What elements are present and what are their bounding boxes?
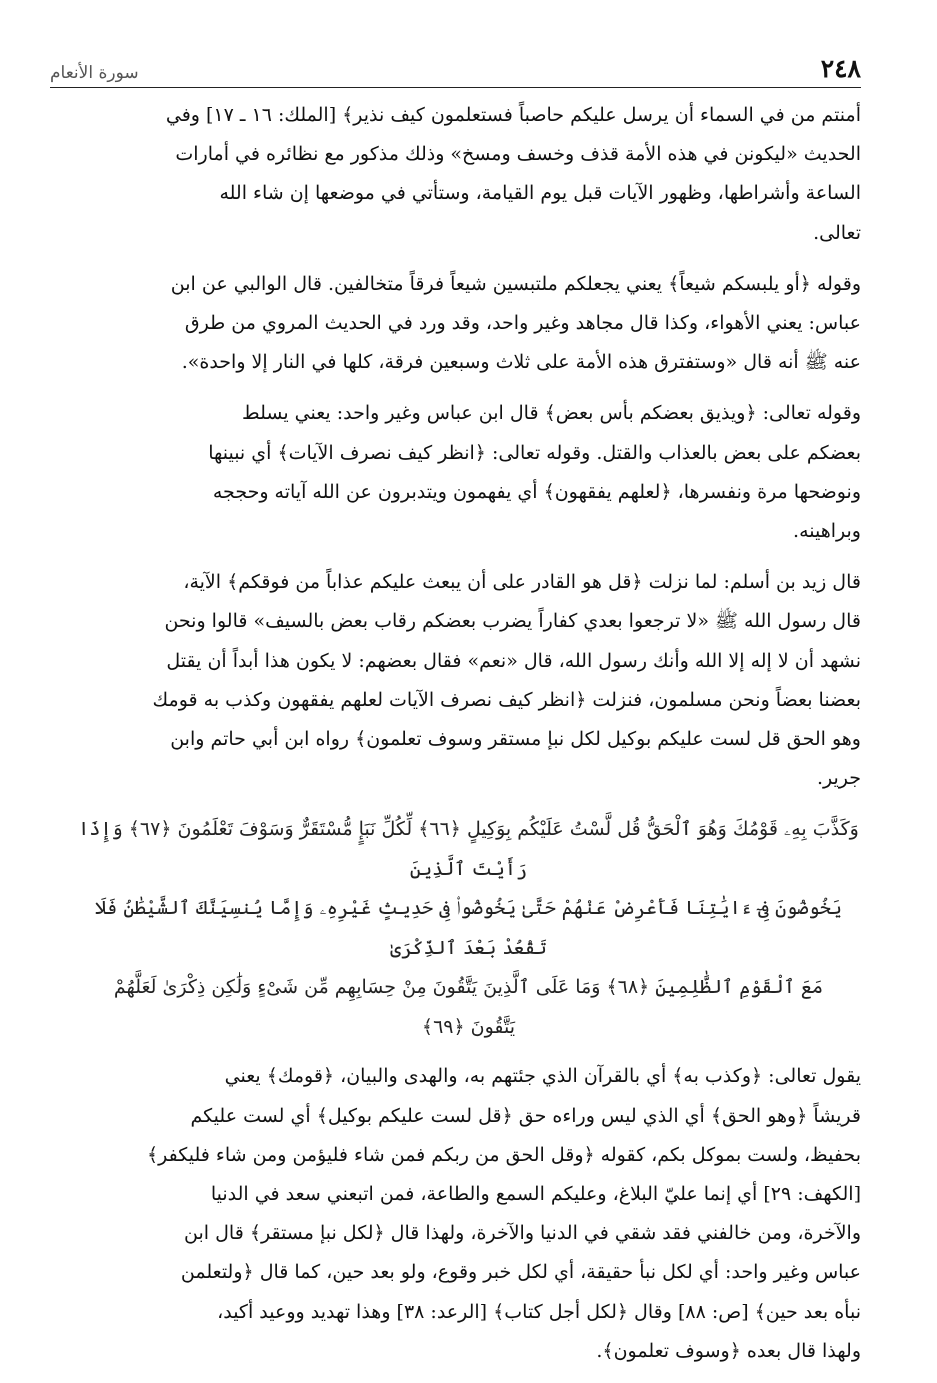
page-header (50, 52, 861, 88)
text-line: نشهد أن لا إله إلا الله وأنك رسول الله، قال «نعم» فقال بعضهم: لا يكون هذا أبداً أن يقتل (166, 649, 861, 672)
text-line: وهو الحق قل لست عليكم بوكيل لكل نبإ مستقر وسوف تعلمون﴾ رواه ابن أبي حاتم وابن (170, 728, 861, 751)
text-line: عباس وغير واحد: أي لكل نبأ حقيقة، أي لكل خبر وقوع، ولو بعد حين، كما قال ﴿ولتعلمن (180, 1261, 861, 1284)
verse-line: يَخُوضُونَ فِىٓ ءَايَٰتِنَا فَأَعْرِضْ عَنْهُمْ حَتَّىٰ يَخُوضُوا۟ فِى حَدِيثٍ غَيْرِهِۦ وَإِمَّا يُنسِيَنَّكَ ٱلشَّيْطَٰنُ فَلَا تَقْعُدْ بَعْدَ ٱلذِّكْرَىٰ (95, 897, 842, 959)
text-line: وقوله ﴿أو يلبسكم شيعاً﴾ يعني يجعلكم ملتبسين شيعاً فرقاً متخالفين. قال الوالبي عن ابن (170, 272, 861, 295)
text-line: بعضكم على بعض بالعذاب والقتل. وقوله تعالى: ﴿انظر كيف نصرف الآيات﴾ أي نبينها (208, 441, 861, 464)
text-line: نبأه بعد حين﴾ [ص: ٨٨] وقال ﴿لكل أجل كتاب﴾ [الرعد: ٣٨] وهذا تهديد ووعيد أكيد، (217, 1300, 861, 1323)
running-title: سورة الأنعام (50, 63, 139, 83)
paragraph (76, 265, 861, 383)
paragraph (76, 1057, 861, 1371)
paragraph (76, 563, 861, 798)
text-line: ونوضحها مرة ونفسرها، ﴿لعلهم يفقهون﴾ أي يفهمون ويتدبرون عن الله آياته وحججه (212, 480, 861, 503)
text-line: وقوله تعالى: ﴿ويذيق بعضكم بأس بعض﴾ قال ابن عباس وغير واحد: يعني يسلط (242, 402, 861, 425)
text-line: تعالى. (813, 221, 861, 244)
text-line: [الكهف: ٢٩] أي إنما عليّ البلاغ، وعليكم السمع والطاعة، فمن اتبعني سعد في الدنيا (210, 1183, 861, 1206)
text-line: عنه ﷺ أنه قال «وستفترق هذه الأمة على ثلاث وسبعين فرقة، كلها في النار إلا واحدة». (181, 351, 861, 374)
text-line: وبراهينه. (793, 520, 861, 543)
text-line: ولهذا قال بعده ﴿وسوف تعلمون﴾. (596, 1339, 861, 1362)
verse-line: مَعَ ٱلْقَوْمِ ٱلظَّٰلِمِينَ ﴿٦٨﴾ وَمَا عَلَى ٱلَّذِينَ يَتَّقُونَ مِنْ حِسَابِهِم مِّن شَىْءٍ وَلَٰكِن ذِكْرَىٰ لَعَلَّهُمْ (113, 976, 824, 999)
text-line: يقول تعالى: ﴿وكذب به﴾ أي بالقرآن الذي جئتهم به، والهدى والبيان، ﴿قومك﴾ يعني (224, 1065, 861, 1088)
text-line: بعضنا بعضاً ونحن مسلمون، فنزلت ﴿انظر كيف نصرف الآيات لعلهم يفقهون وكذب به قومك (152, 688, 861, 711)
text-line: بحفيظ، ولست بموكل بكم، كقوله ﴿وقل الحق من ربكم فمن شاء فليؤمن ومن شاء فليكفر﴾ (147, 1143, 861, 1166)
text-line: عباس: يعني الأهواء، وكذا قال مجاهد وغير واحد، وقد ورد في الحديث المروي من طرق (184, 312, 861, 335)
text-line: الحديث «ليكونن في هذه الأمة قذف وخسف ومسخ» وذلك مذكور مع نظائره في أمارات (175, 143, 861, 166)
text-line: جرير. (816, 767, 861, 790)
page-number: ٢٤٨ (820, 54, 861, 83)
text-line: قال رسول الله ﷺ «لا ترجعوا بعدي كفاراً يضرب بعضكم رقاب بعض بالسيف» قالوا ونحن (164, 610, 861, 633)
text-line: قريشاً ﴿وهو الحق﴾ أي الذي ليس وراءه حق ﴿قل لست عليكم بوكيل﴾ أي لست عليكم (190, 1104, 861, 1127)
verse-line: يَتَّقُونَ ﴿٦٩﴾ (421, 1015, 516, 1038)
paragraph (76, 96, 861, 253)
quran-verses (76, 810, 861, 1047)
paragraph (76, 394, 861, 551)
verse-line: وَكَذَّبَ بِهِۦ قَوْمُكَ وَهُوَ ٱلْحَقُّ قُل لَّسْتُ عَلَيْكُم بِوَكِيلٍ ﴿٦٦﴾ لِّكُلِّ نَبَإٍ مُّسْتَقَرٌّ وَسَوْفَ تَعْلَمُونَ ﴿٦٧﴾ وَإِذَا رَأَيْتَ ٱلَّذِينَ (78, 818, 859, 880)
page-body (76, 96, 861, 1383)
text-line: قال زيد بن أسلم: لما نزلت ﴿قل هو القادر على أن يبعث عليكم عذاباً من فوقكم﴾ الآية، (183, 571, 861, 594)
text-line: والآخرة، ومن خالفني فقد شقي في الدنيا والآخرة، ولهذا قال ﴿لكل نبإ مستقر﴾ قال ابن (184, 1222, 861, 1245)
text-line: الساعة وأشراطها، وظهور الآيات قبل يوم القيامة، وستأتي في موضعها إن شاء الله (219, 182, 861, 205)
text-line: أمنتم من في السماء أن يرسل عليكم حاصباً فستعلمون كيف نذير﴾ [الملك: ١٦ ـ ١٧] وفي (165, 104, 861, 126)
